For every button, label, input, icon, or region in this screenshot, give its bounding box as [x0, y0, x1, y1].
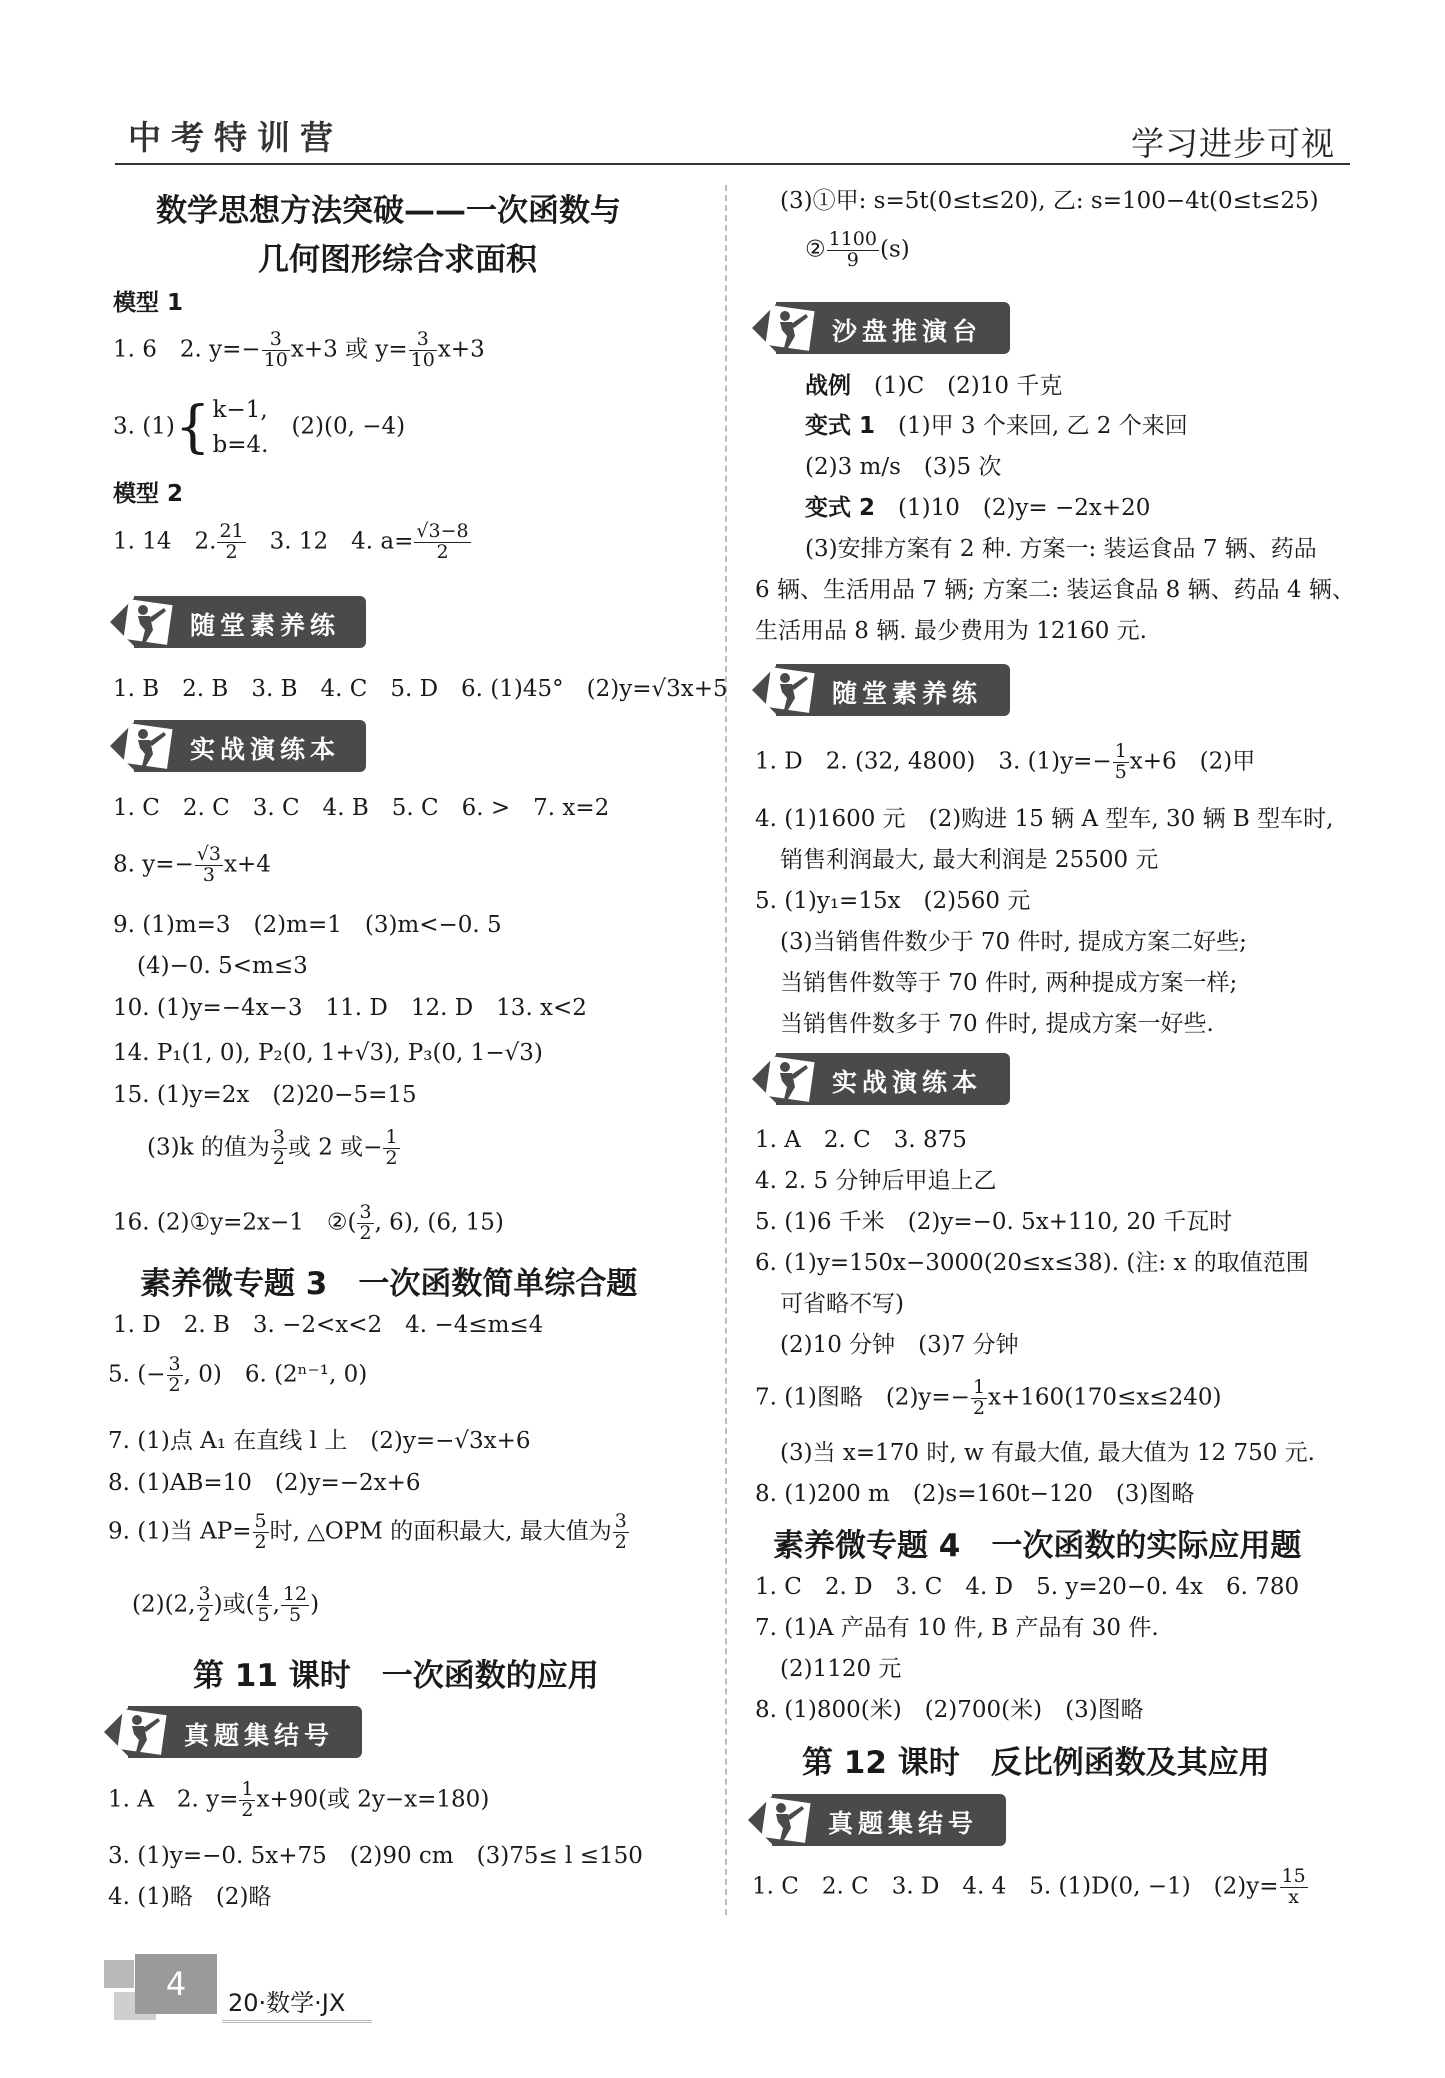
figure-icon — [110, 1706, 174, 1758]
book-code: 20·数学·JX — [228, 1989, 346, 2017]
banner-classroom-practice: 随堂素养练 — [110, 596, 366, 648]
banner-sandbox: 沙盘推演台 — [752, 302, 1010, 354]
answer-line: (2)(2, $\frac{3}{2}$ )或( $\frac{4}{5}$ , $\frac{12}{5}$ ) — [132, 1583, 320, 1626]
figure-icon — [758, 664, 822, 716]
model-2-label: 模型 2 — [113, 481, 184, 507]
answer-line: 10. (1)y=−4x−3 11. D 12. D 13. x<2 — [113, 995, 587, 1021]
answer-line: 8. (1)AB=10 (2)y=−2x+6 — [108, 1470, 421, 1496]
answer-line: 8. y=− $\frac{√3}{3}$ x+4 — [113, 843, 271, 886]
banner-practice-book: 实战演练本 — [110, 720, 366, 772]
fraction: $\frac{3}{2}$ — [359, 1201, 372, 1244]
answer-line: 4. (1)略 (2)略 — [108, 1884, 272, 1910]
answer-line: 4. (1)1600 元 (2)购进 15 辆 A 型车, 30 辆 B 型车时, — [755, 806, 1334, 832]
answer-line: 9. (1)m=3 (2)m=1 (3)m<−0. 5 — [113, 912, 502, 938]
answer-line: (3)k 的值为 $\frac{3}{2}$ 或 2 或− $\frac{1}{2}$ — [147, 1126, 398, 1169]
section-title-line2: 几何图形综合求面积 — [258, 242, 537, 278]
fraction: $\frac{5}{2}$ — [254, 1510, 267, 1553]
answer-line: 15. (1)y=2x (2)20−5=15 — [113, 1082, 417, 1108]
fraction: $\frac{21}{2}$ — [219, 520, 244, 563]
header-rule — [115, 163, 1350, 165]
answer-line: 1. D 2. (32, 4800) 3. (1)y=− $\frac{1}{5}$ x+6 (2)甲 — [755, 740, 1256, 783]
banner-classroom-practice: 随堂素养练 — [752, 664, 1010, 716]
answer-line: 1. A 2. y= $\frac{1}{2}$ x+90(或 2y−x=180) — [108, 1778, 490, 1821]
page-number: 4 — [135, 1954, 217, 2014]
header-slogan: 学习进步可视 — [1131, 124, 1335, 163]
answer-line: (2)1120 元 — [780, 1656, 902, 1682]
answer-line: 6 辆、生活用品 7 辆; 方案二: 装运食品 8 辆、药品 4 辆、 — [755, 577, 1355, 603]
fraction: $\frac{4}{5}$ — [257, 1583, 270, 1626]
fraction: $\frac{3}{2}$ — [272, 1126, 285, 1169]
answer-line: (2)10 分钟 (3)7 分钟 — [780, 1332, 1019, 1358]
answer-line: 5. (1)y₁=15x (2)560 元 — [755, 888, 1031, 914]
answer-line: 6. (1)y=150x−3000(20≤x≤38). (注: x 的取值范围 — [755, 1250, 1309, 1276]
answer-line: 可省略不写) — [780, 1291, 904, 1317]
banner-exam-questions: 真题集结号 — [104, 1706, 362, 1758]
fraction: $\frac{3}{10}$ — [410, 328, 435, 371]
answer-line: (3)当 x=170 时, w 有最大值, 最大值为 12 750 元. — [780, 1440, 1315, 1466]
answer-line: 3. (1)y=−0. 5x+75 (2)90 cm (3)75≤ l ≤150 — [108, 1843, 643, 1869]
answer-line: ② $\frac{1100}{9}$ (s) — [805, 228, 910, 271]
section-title-line1: 数学思想方法突破——一次函数与 — [156, 193, 621, 229]
footer-decor — [104, 1960, 134, 1988]
answer-line: 7. (1)图略 (2)y=− $\frac{1}{2}$ x+160(170≤x≤240) — [755, 1376, 1222, 1419]
topic-3-title: 素养微专题 3 一次函数简单综合题 — [140, 1266, 638, 1302]
answer-line: 3. (1){k−1, b=4. (2)(0, −4) — [113, 394, 406, 460]
answer-line: 1. 6 2. y=− $\frac{3}{10}$ x+3 或 y= $\frac{3}{10}$ x+3 — [113, 328, 485, 371]
answer-line: (3)①甲: s=5t(0≤t≤20), 乙: s=100−4t(0≤t≤25) — [780, 188, 1319, 214]
answer-line: 变式 1 (1)甲 3 个来回, 乙 2 个来回 — [805, 413, 1188, 439]
fraction: $\frac{3}{2}$ — [168, 1353, 181, 1396]
figure-icon — [758, 302, 822, 354]
answer-line: 5. (1)6 千米 (2)y=−0. 5x+110, 20 千瓦时 — [755, 1209, 1233, 1235]
answer-line: 8. (1)800(米) (2)700(米) (3)图略 — [755, 1697, 1144, 1723]
answer-line: 当销售件数等于 70 件时, 两种提成方案一样; — [780, 970, 1238, 996]
answer-line: 7. (1)点 A₁ 在直线 l 上 (2)y=−√3x+6 — [108, 1428, 531, 1454]
figure-icon — [116, 596, 180, 648]
fraction: $\frac{15}{x}$ — [1281, 1865, 1306, 1908]
answer-line: 1. C 2. C 3. D 4. 4 5. (1)D(0, −1) (2)y= $\frac{15}{x}$ — [752, 1865, 1306, 1908]
answer-line: (4)−0. 5<m≤3 — [137, 953, 308, 979]
fraction: $\frac{3}{10}$ — [263, 328, 288, 371]
model-1-label: 模型 1 — [113, 290, 184, 316]
fraction: $\frac{1100}{9}$ — [828, 228, 877, 271]
answer-line: 14. P₁(1, 0), P₂(0, 1+√3), P₃(0, 1−√3) — [113, 1040, 543, 1066]
answer-line: (3)当销售件数少于 70 件时, 提成方案二好些; — [780, 929, 1247, 955]
fraction: $\frac{12}{5}$ — [282, 1583, 308, 1626]
answer-line: 9. (1)当 AP= $\frac{5}{2}$ 时, △OPM 的面积最大, 最大值为 $\frac{3}{2}$ — [108, 1510, 627, 1553]
answer-line: 7. (1)A 产品有 10 件, B 产品有 30 件. — [755, 1615, 1159, 1641]
fraction: $\frac{√3-8}{2}$ — [416, 520, 469, 563]
fraction: $\frac{1}{2}$ — [385, 1126, 398, 1169]
fraction: $\frac{1}{2}$ — [972, 1376, 986, 1419]
answer-line: 当销售件数多于 70 件时, 提成方案一好些. — [780, 1011, 1214, 1037]
answer-line: 1. C 2. C 3. C 4. B 5. C 6. > 7. x=2 — [113, 795, 610, 821]
fraction: $\frac{3}{2}$ — [614, 1510, 627, 1553]
answer-line: 1. B 2. B 3. B 4. C 5. D 6. (1)45° (2)y=√3x+5 — [113, 676, 728, 702]
lesson-11-title: 第 11 课时 一次函数的应用 — [193, 1658, 599, 1694]
answer-line: 1. A 2. C 3. 875 — [755, 1127, 967, 1153]
answer-line: 16. (2)①y=2x−1 ②( $\frac{3}{2}$ , 6), (6, 15) — [113, 1201, 504, 1244]
answer-line: (2)3 m/s (3)5 次 — [805, 454, 1002, 480]
topic-4-title: 素养微专题 4 一次函数的实际应用题 — [773, 1528, 1302, 1564]
footer-rule — [222, 2020, 372, 2023]
banner-exam-questions: 真题集结号 — [748, 1794, 1006, 1846]
fraction: $\frac{1}{2}$ — [241, 1778, 254, 1821]
fraction: $\frac{1}{5}$ — [1114, 740, 1127, 783]
answer-line: 战例 (1)C (2)10 千克 — [805, 373, 1063, 399]
answer-line: (3)安排方案有 2 种. 方案一: 装运食品 7 辆、药品 — [805, 536, 1317, 562]
answer-line: 1. C 2. D 3. C 4. D 5. y=20−0. 4x 6. 780 — [755, 1574, 1300, 1600]
figure-icon — [754, 1794, 818, 1846]
answer-line: 5. (− $\frac{3}{2}$ , 0) 6. (2ⁿ⁻¹, 0) — [108, 1353, 368, 1396]
answer-line: 销售利润最大, 最大利润是 25500 元 — [780, 847, 1159, 873]
header-series-title: 中考特训营 — [128, 118, 343, 157]
fraction: $\frac{3}{2}$ — [198, 1583, 211, 1626]
answer-line: 变式 2 (1)10 (2)y= −2x+20 — [805, 495, 1151, 521]
answer-line: 1. 14 2. $\frac{21}{2}$ 3. 12 4. a= $\frac{√3-8}{2}$ — [113, 520, 469, 563]
fraction: $\frac{√3}{3}$ — [196, 843, 221, 886]
answer-line: 1. D 2. B 3. −2<x<2 4. −4≤m≤4 — [113, 1312, 544, 1338]
answer-line: 生活用品 8 辆. 最少费用为 12160 元. — [755, 618, 1147, 644]
banner-practice-book: 实战演练本 — [752, 1053, 1010, 1105]
column-divider — [725, 185, 727, 1915]
lesson-12-title: 第 12 课时 反比例函数及其应用 — [802, 1745, 1270, 1781]
answer-line: 4. 2. 5 分钟后甲追上乙 — [755, 1168, 997, 1194]
figure-icon — [116, 720, 180, 772]
figure-icon — [758, 1053, 822, 1105]
answer-line: 8. (1)200 m (2)s=160t−120 (3)图略 — [755, 1481, 1195, 1507]
